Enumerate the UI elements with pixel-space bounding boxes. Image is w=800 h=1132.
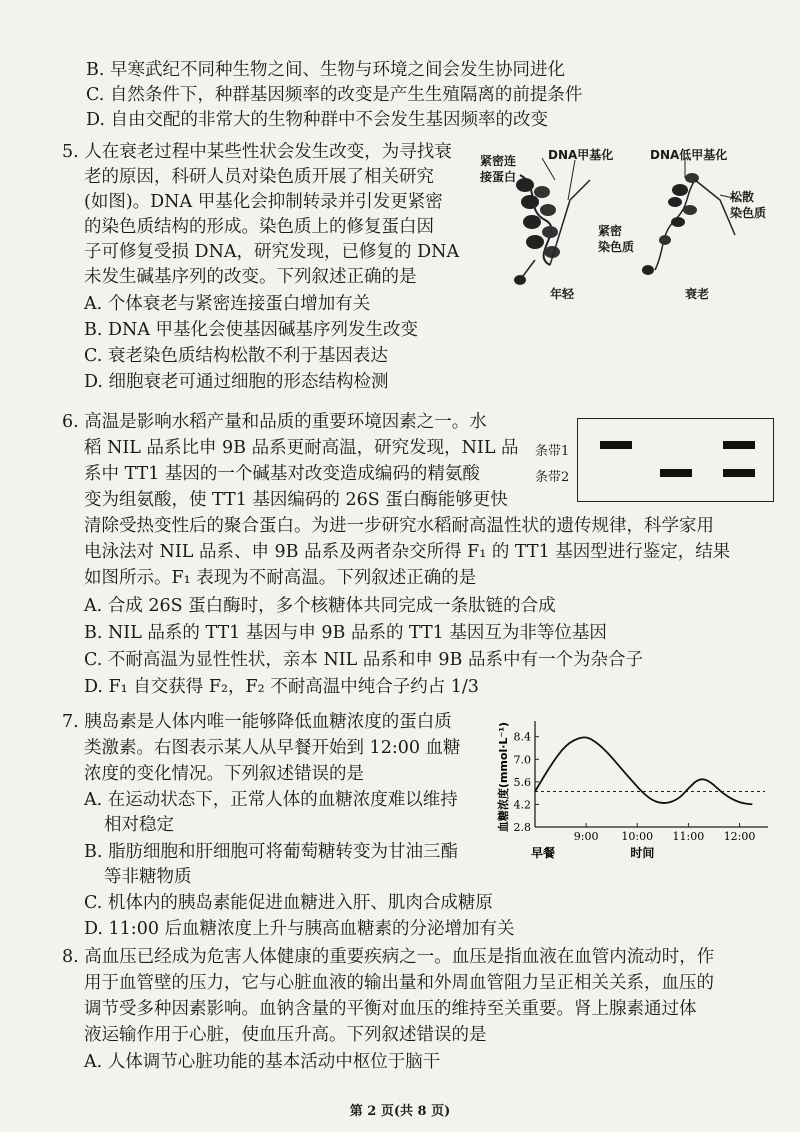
glucose-curve [535,737,752,804]
label-loose-chromatin: 染色质 [730,206,767,220]
q5-stem-line: (如图)。DNA 甲基化会抑制转录并引发更紧密 [84,192,443,212]
band2-label: 条带2 [535,470,570,485]
x-axis-label: 时间 [630,846,655,860]
q4-option-c: C. 自然条件下，种群基因频率的改变是产生生殖隔离的前提条件 [86,85,583,105]
y-tick-label: 4.2 [513,798,531,812]
band-f1-2 [723,469,755,477]
q8-stem-line: 用于血管壁的压力，它与心脏血液的输出量和外周血管阻力呈正相关关系，血压的 [84,973,714,993]
band1-label: 条带1 [535,444,570,459]
q6-option-d: D. F₁ 自交获得 F₂，F₂ 不耐高温中纯合子约占 1/3 [84,677,479,697]
q6-stem-line: 稻 NIL 品系比申 9B 品系更耐高温，研究发现，NIL 品 [84,438,519,458]
q5-stem-line: 的染色质结构的形成。染色质上的修复蛋白因 [84,217,434,237]
q8-stem-line: 调节受多种因素影响。血钠含量的平衡对血压的维持至关重要。肾上腺素通过体 [84,999,697,1019]
q8-stem-line: 8. 高血压已经成为危害人体健康的重要疾病之一。血压是指血液在血管内流动时，作 [62,947,715,967]
q7-option-a-cont: 相对稳定 [104,815,174,835]
q5-stem-line: 未发生碱基序列的改变。下列叙述正确的是 [84,267,417,287]
q6-stem-line: 清除受热变性后的聚合蛋白。为进一步研究水稻耐高温性状的遗传规律，科学家用 [84,516,714,536]
q5-stem-line: 老的原因，科研人员对染色质开展了相关研究 [84,167,434,187]
page-footer: 第 2 页(共 8 页) [349,1104,451,1119]
q5-stem-line: 5. 人在衰老过程中某些性状会发生改变，为寻找衰 [62,142,452,162]
young-chromatin [514,158,590,285]
x-tick-label: 11:00 [672,830,705,843]
label-tight-protein: 紧密连 [480,154,517,168]
old-chromatin [642,158,742,275]
x-tick-label: 12:00 [723,830,756,843]
y-tick-label: 8.4 [513,730,531,744]
q6-option-c: C. 不耐高温为显性性状，亲本 NIL 品系和申 9B 品系中有一个为杂合子 [84,650,643,670]
q6-stem-line: 6. 高温是影响水稻产量和品质的重要环境因素之一。水 [62,412,487,432]
q7-stem-line: 7. 胰岛素是人体内唯一能够降低血糖浓度的蛋白质 [62,712,452,732]
band-nil-1 [600,441,632,449]
q6-stem-line: 变为组氨酸，使 TT1 基因编码的 26S 蛋白酶能够更快 [84,490,508,510]
label-dna-methylation: DNA甲基化 [548,148,614,162]
q7-stem-line: 浓度的变化情况。下列叙述错误的是 [84,764,364,784]
q7-option-b: B. 脂肪细胞和肝细胞可将葡萄糖转变为甘油三酯 [84,842,458,862]
label-loose-chromatin: 松散 [730,190,755,204]
q6-option-a: A. 合成 26S 蛋白酶时，多个核糖体共同完成一条肽链的合成 [84,596,556,616]
electrophoresis-figure [535,418,780,502]
chart-svg [495,715,775,865]
band-9b-2 [660,469,692,477]
q7-option-a: A. 在运动状态下，正常人体的血糖浓度难以维持 [84,790,458,810]
y-tick-label: 2.8 [513,821,531,834]
q6-stem-line: 如图所示。F₁ 表现为不耐高温。下列叙述正确的是 [84,568,477,588]
label-tight-chromatin: 染色质 [598,240,635,254]
x-start-label: 早餐 [530,846,556,860]
label-young: 年轻 [550,287,575,301]
label-old: 衰老 [685,287,710,301]
label-tight-protein: 接蛋白 [480,170,517,184]
x-tick-label: 9:00 [573,830,599,843]
q5-option-b: B. DNA 甲基化会使基因碱基序列发生改变 [84,320,419,340]
q4-option-b: B. 早寒武纪不同种生物之间、生物与环境之间会发生协同进化 [86,60,565,80]
y-axis-label: 血糖浓度(mmol·L⁻¹) [497,721,510,833]
q5-option-c: C. 衰老染色质结构松散不利于基因表达 [84,346,388,366]
x-tick-label: 10:00 [621,830,654,843]
label-tight-chromatin: 紧密 [598,224,623,238]
y-tick-label: 7.0 [513,753,531,767]
chromatin-diagram [480,140,780,305]
blood-glucose-chart [495,715,775,865]
q7-option-b-cont: 等非糖物质 [104,867,192,887]
q7-stem-line: 类激素。右图表示某人从早餐开始到 12:00 血糖 [84,738,461,758]
q7-option-c: C. 机体内的胰岛素能促进血糖进入肝、肌肉合成糖原 [84,893,493,913]
q6-stem-line: 系中 TT1 基因的一个碱基对改变造成编码的精氨酸 [84,464,480,484]
label-dna-low-methylation: DNA低甲基化 [650,148,728,162]
q8-option-a: A. 人体调节心脏功能的基本活动中枢位于脑干 [84,1052,441,1072]
q5-stem-line: 子可修复受损 DNA，研究发现，已修复的 DNA [84,242,460,262]
band-f1-1 [723,441,755,449]
chromatin-figure [480,140,780,305]
y-tick-label: 5.6 [513,775,531,789]
q5-option-a: A. 个体衰老与紧密连接蛋白增加有关 [84,294,371,314]
q7-option-d: D. 11:00 后血糖浓度上升与胰高血糖素的分泌增加有关 [84,919,515,939]
q4-option-d: D. 自由交配的非常大的生物种群中不会发生基因频率的改变 [86,110,549,130]
q8-stem-line: 液运输作用于心脏，使血压升高。下列叙述错误的是 [84,1025,487,1045]
q6-stem-line: 电泳法对 NIL 品系、申 9B 品系及两者杂交所得 F₁ 的 TT1 基因型进行鉴定，结果 [84,542,731,562]
gel-box [577,418,774,502]
q5-option-d: D. 细胞衰老可通过细胞的形态结构检测 [84,372,389,392]
q6-option-b: B. NIL 品系的 TT1 基因与申 9B 品系的 TT1 基因互为非等位基因 [84,623,607,643]
